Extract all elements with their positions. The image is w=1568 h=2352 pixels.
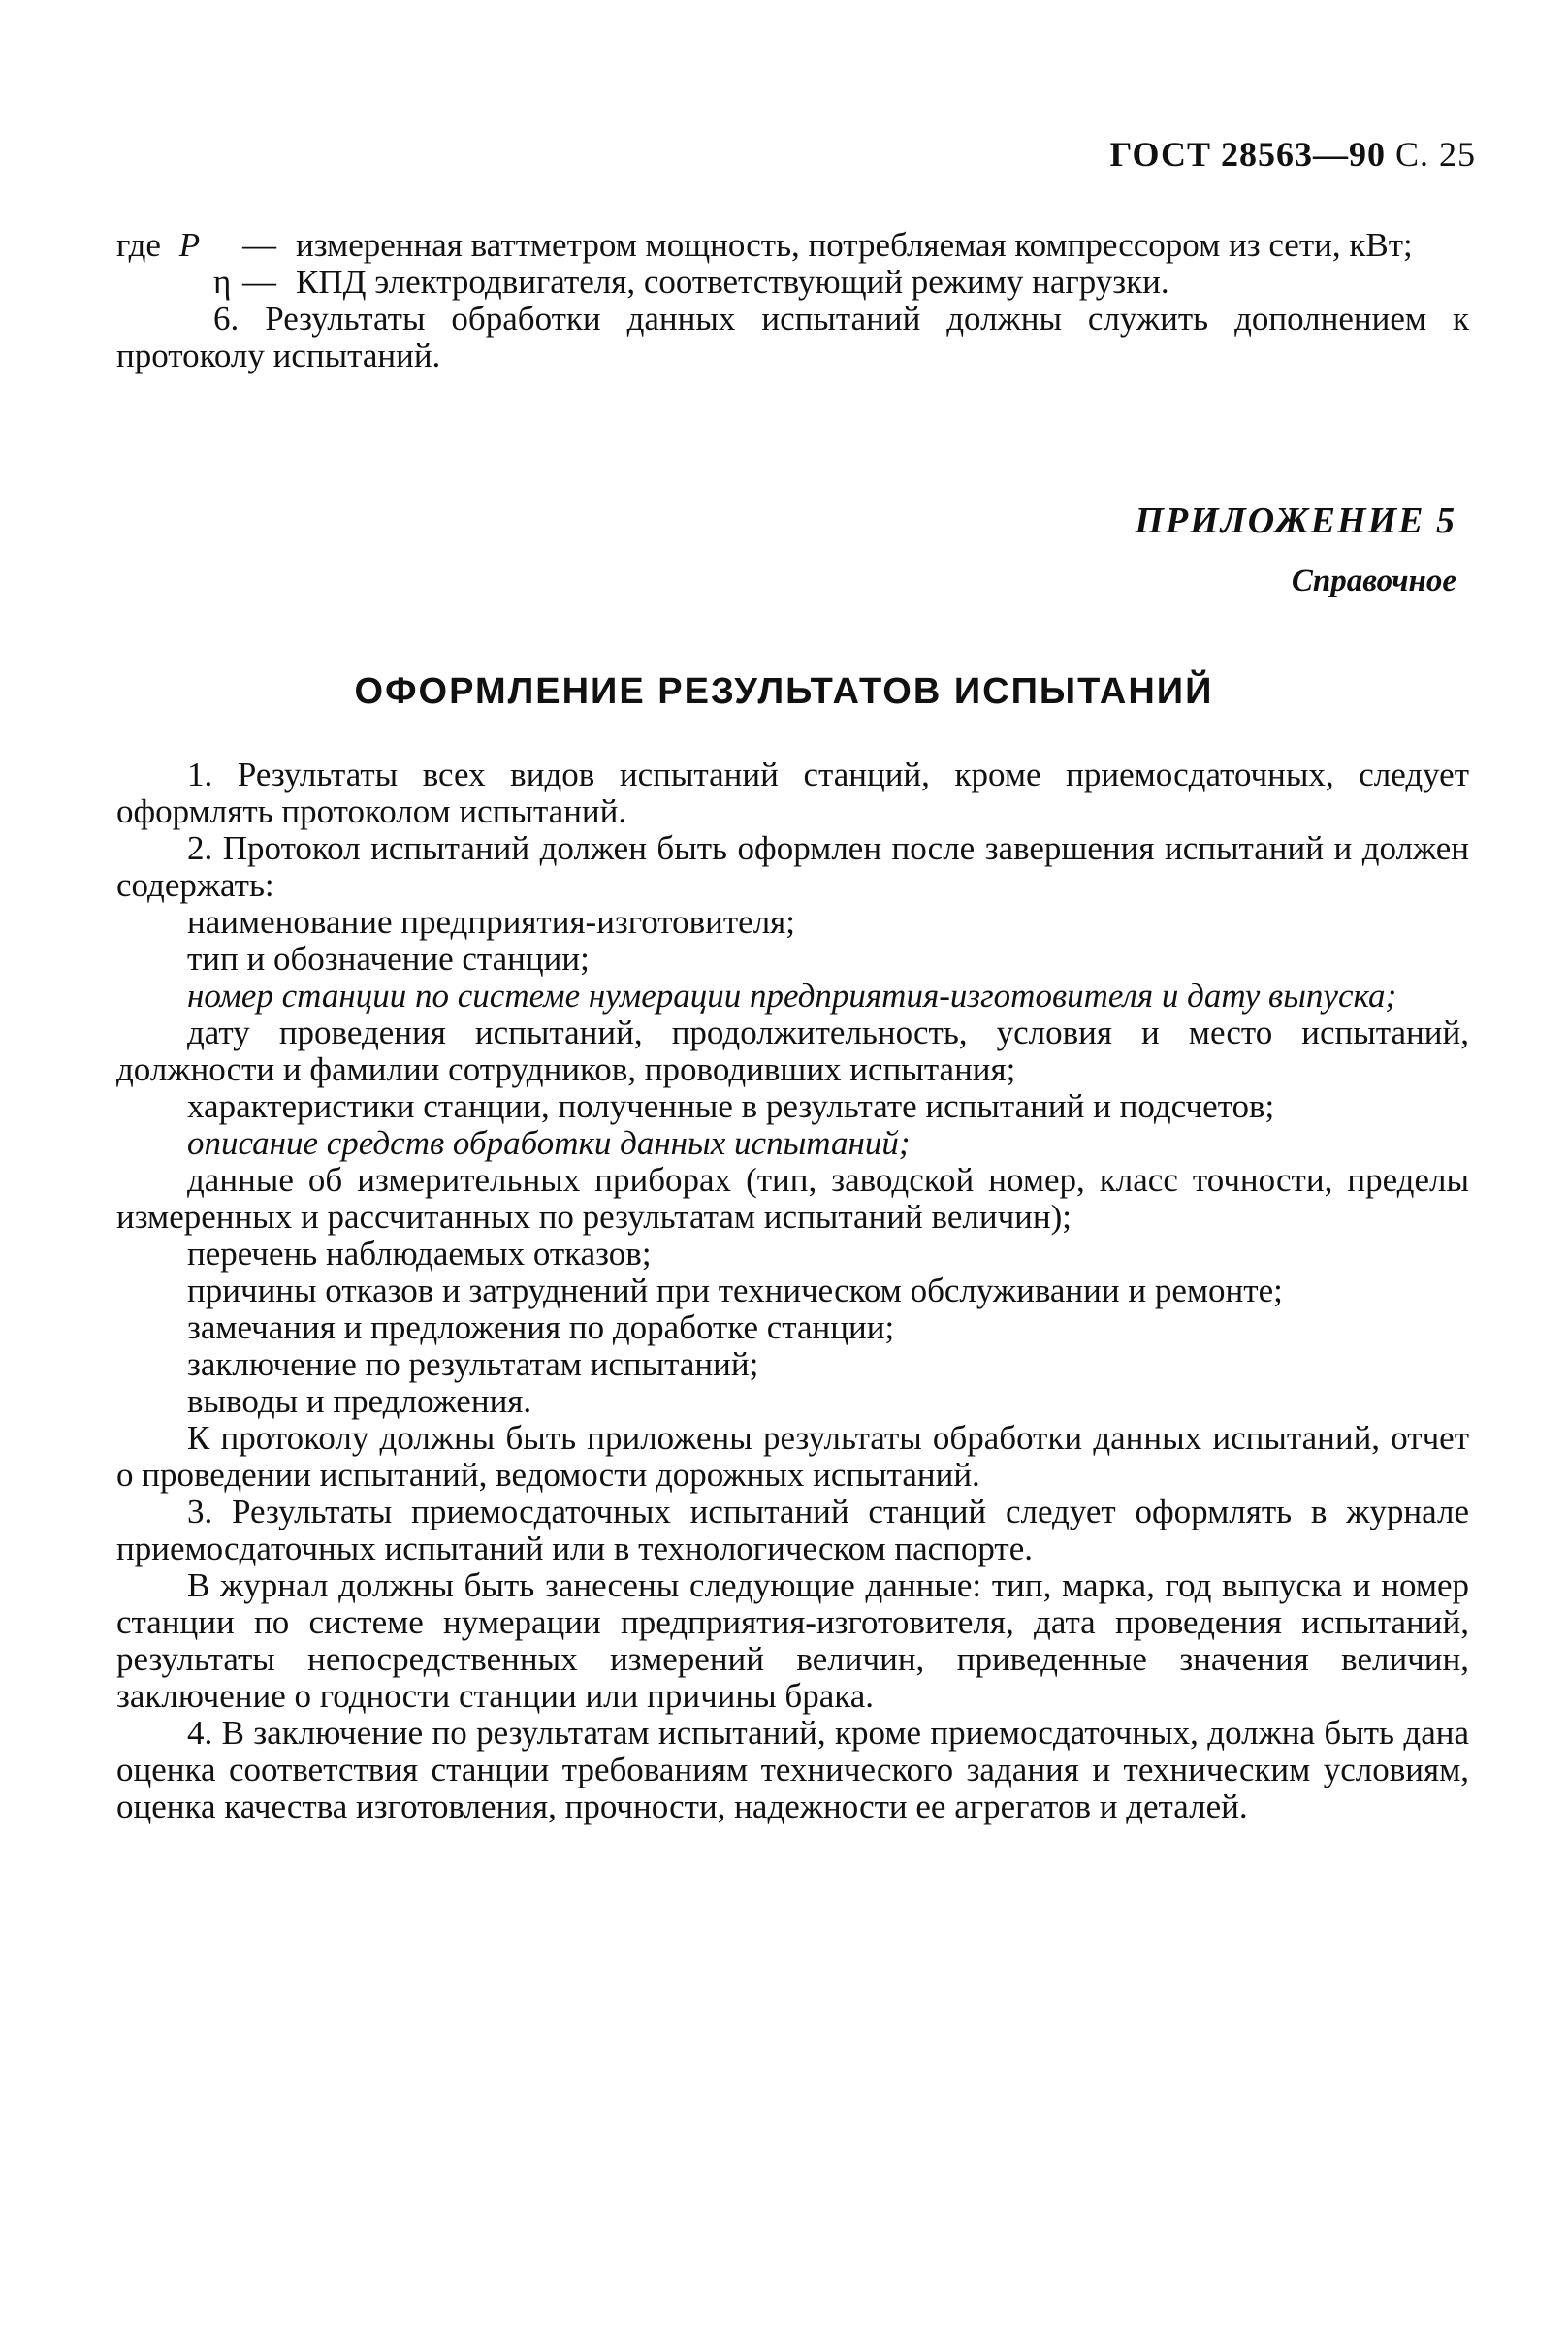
- paragraph-2: 2. Протокол испытаний должен быть оформлен после завершения испытаний и должен содержать:: [116, 829, 1469, 904]
- list-item: характеристики станции, полученные в результате испытаний и подсчетов;: [187, 1087, 1275, 1125]
- list-item: данные об измерительных приборах (тип, заводской номер, класс точности, пределы измеренных и рассчитанных по результатам испытаний величин);: [116, 1161, 1469, 1236]
- running-header: [1110, 136, 1476, 173]
- appendix-title: ПРИЛОЖЕНИЕ 5: [1135, 500, 1456, 541]
- paragraph-2-tail: К протоколу должны быть приложены результаты обработки данных испытаний, отчет о проведении испытаний, ведомости дорожных испытаний.: [116, 1419, 1469, 1494]
- list-item: выводы и предложения.: [187, 1382, 532, 1420]
- definition-p: [116, 227, 1469, 264]
- definition-eta: [116, 264, 1469, 301]
- list-item: причины отказов и затруднений при техническом обслуживании и ремонте;: [187, 1272, 1283, 1309]
- appendix-subtitle: Справочное: [1291, 564, 1456, 598]
- list-item: замечания и предложения по доработке станции;: [187, 1308, 895, 1346]
- paragraph-1: 1. Результаты всех видов испытаний станций, кроме приемосдаточных, следует оформлять протоколом испытаний.: [116, 756, 1469, 830]
- list-item: описание средств обработки данных испытаний;: [187, 1124, 911, 1162]
- list-item: тип и обозначение станции;: [187, 940, 590, 978]
- paragraph-3-tail: В журнал должны быть занесены следующие данные: тип, марка, год выпуска и номер станции по системе нумерации предприятия-изготовителя, дата проведения испытаний, результаты непосредственных измерений величин, приведенные значения величин, заключение о годности станции или причины брака.: [116, 1566, 1469, 1715]
- paragraph-3: 3. Результаты приемосдаточных испытаний станций следует оформлять в журнале приемосдаточных испытаний или в технологическом паспорте.: [116, 1493, 1469, 1567]
- paragraph-4: 4. В заключение по результатам испытаний, кроме приемосдаточных, должна быть дана оценка соответствия станции требованиям технического задания и техническим условиям, оценка качества изготовления, прочности, надежности ее агрегатов и деталей.: [116, 1714, 1469, 1825]
- section-title: ОФОРМЛЕНИЕ РЕЗУЛЬТАТОВ ИСПЫТАНИЙ: [354, 671, 1214, 712]
- where-word: где: [116, 226, 161, 264]
- definitions-block: [116, 227, 1469, 374]
- list-item: дату проведения испытаний, продолжительность, условия и место испытаний, должности и фамилии сотрудников, проводивших испытания;: [116, 1014, 1469, 1088]
- list-item: перечень наблюдаемых отказов;: [187, 1235, 652, 1273]
- dash: —: [242, 263, 276, 301]
- list-item: номер станции по системе нумерации предприятия-изготовителя и дату выпуска;: [187, 977, 1397, 1015]
- p-definition-text: измеренная ваттметром мощность, потребляемая компрессором из сети, кВт;: [296, 226, 1413, 264]
- item-6: 6. Результаты обработки данных испытаний должны служить дополнением к протоколу испытаний.: [116, 300, 1469, 374]
- section-body: [116, 757, 1469, 1825]
- standard-number: ГОСТ 28563—90: [1109, 135, 1386, 174]
- p-symbol: P: [178, 226, 201, 264]
- list-item: наименование предприятия-изготовителя;: [187, 903, 795, 941]
- appendix-heading: [1135, 497, 1456, 605]
- eta-definition-text: КПД электродвигателя, соответствующий режиму нагрузки.: [296, 263, 1169, 301]
- eta-symbol: η: [213, 263, 232, 301]
- page-number: С. 25: [1394, 135, 1476, 174]
- list-item: заключение по результатам испытаний;: [187, 1345, 759, 1383]
- dash: —: [242, 226, 276, 264]
